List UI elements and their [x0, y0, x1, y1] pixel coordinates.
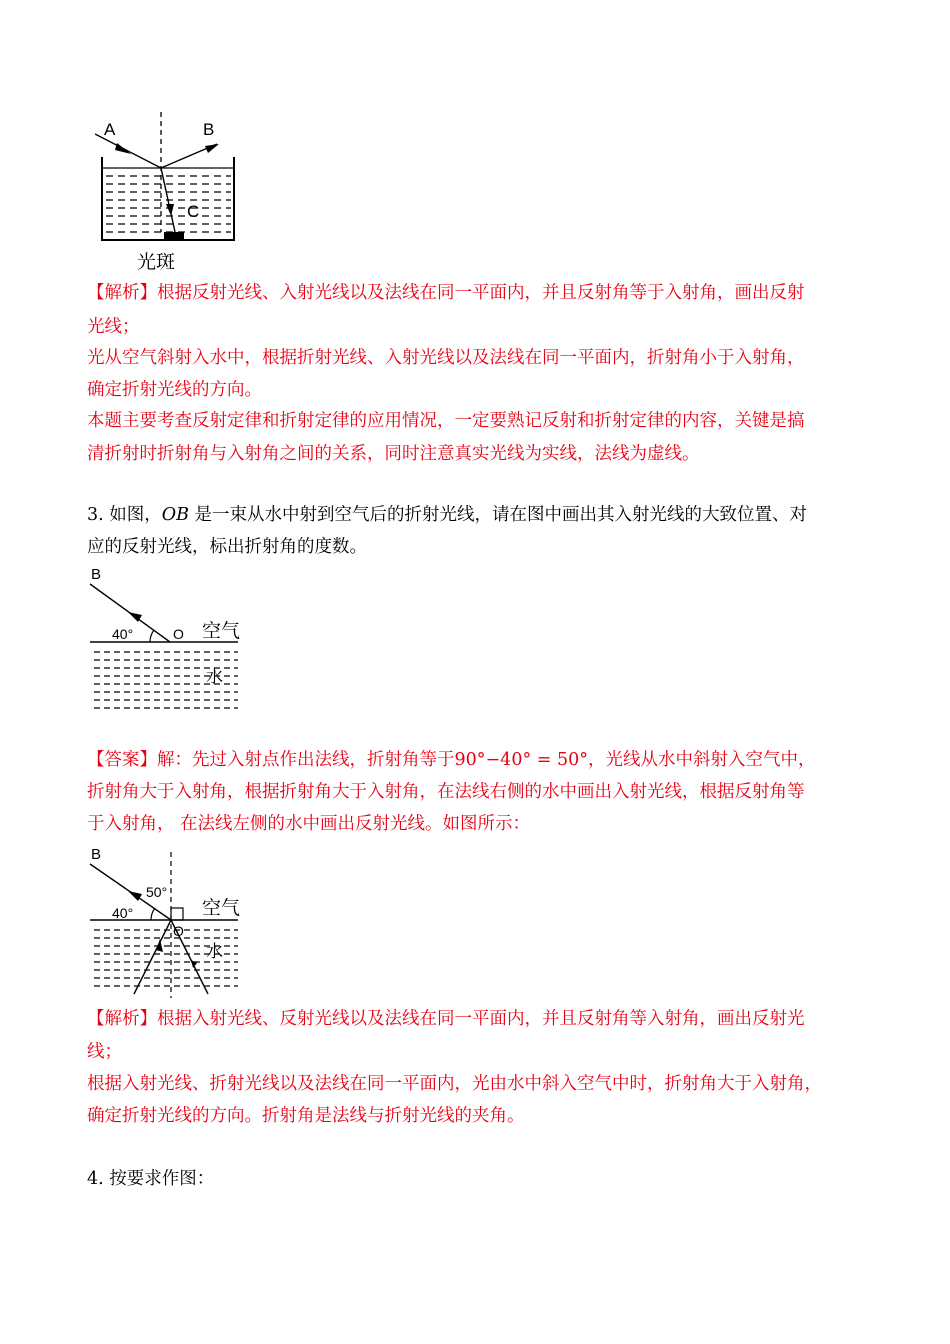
- analysis1-line5: 本题主要考查反射定律和折射定律的应用情况，一定要熟记反射和折射定律的内容，关键是搞: [87, 411, 805, 431]
- answer-line2: 折射角大于入射角，根据折射角大于入射角，在法线右侧的水中画出入射光线，根据反射角等: [87, 782, 805, 802]
- analysis2-line3: 根据入射光线、折射光线以及法线在同一平面内，光由水中斜入空气中时，折射角大于入射角，: [87, 1074, 822, 1094]
- fig3-angle-40: 40°: [112, 905, 134, 921]
- analysis1-tag: 【解析】: [87, 283, 157, 303]
- fig2-angle-40: 40°: [112, 626, 134, 642]
- fig2-label-b: B: [91, 566, 102, 583]
- fig3-angle-50: 50°: [146, 884, 168, 900]
- fig3-label-air: 空气: [202, 898, 241, 919]
- fig1-label-b: B: [203, 120, 215, 139]
- answer-line1: [87, 744, 816, 777]
- fig1-label-c: C: [187, 202, 200, 221]
- question3-text1: 是一束从水中射到空气后的折射光线，请在图中画出其入射光线的大致位置、对: [188, 505, 808, 525]
- analysis1-line4: 确定折射光线的方向。: [87, 380, 262, 400]
- analysis1-line3: 光从空气斜射入水中，根据折射光线、入射光线以及法线在同一平面内，折射角小于入射角，: [87, 348, 805, 368]
- analysis1-line6: 清折射时折射角与入射角之间的关系，同时注意真实光线为实线，法线为虚线。: [87, 444, 700, 464]
- analysis1-line2: 光线；: [87, 317, 140, 337]
- fig2-label-air: 空气: [202, 621, 241, 642]
- answer-formula: 90°−40° = 50°: [454, 750, 589, 770]
- analysis2-line4: 确定折射光线的方向。折射角是法线与折射光线的夹角。: [87, 1106, 525, 1126]
- fig2-label-water: 水: [206, 667, 223, 686]
- question4-line: 4. 按要求作图：: [87, 1169, 215, 1189]
- fig3-label-water: 水: [206, 942, 223, 961]
- answer-text1b: ，光线从水中斜射入空气中，: [588, 750, 816, 770]
- answer-line3: 于入射角， 在法线左侧的水中画出反射光线。如图所示：: [87, 814, 531, 834]
- analysis1-text1: 根据反射光线、入射光线以及法线在同一平面内，并且反射角等于入射角，画出反射: [157, 283, 805, 303]
- figure-reflection-refraction-tank: [95, 112, 245, 272]
- question3-line1: [87, 499, 807, 532]
- fig1-caption-light-spot: 光斑: [137, 252, 176, 272]
- question3-ob: OB: [161, 505, 189, 525]
- analysis2-tag: 【解析】: [87, 1009, 157, 1029]
- fig3-label-b: B: [91, 846, 102, 863]
- fig1-label-a: A: [104, 120, 116, 139]
- analysis1-line1: [87, 277, 805, 310]
- answer-tag: 【答案】: [87, 750, 157, 770]
- fig2-label-o: O: [173, 626, 184, 642]
- question3-line2: 应的反射光线，标出折射角的度数。: [87, 537, 367, 557]
- analysis2-text1: 根据入射光线、反射光线以及法线在同一平面内，并且反射角等入射角，画出反射光: [157, 1009, 805, 1029]
- answer-text1a: 解：先过入射点作出法线，折射角等于: [157, 750, 455, 770]
- question3-number: 3. 如图，: [87, 505, 162, 525]
- analysis2-line1: [87, 1003, 805, 1036]
- figure-answer-diagram: [88, 844, 248, 1004]
- figure-question3-refraction: [88, 566, 248, 716]
- analysis2-line2: 线；: [87, 1042, 122, 1062]
- fig3-label-o: O: [173, 923, 184, 939]
